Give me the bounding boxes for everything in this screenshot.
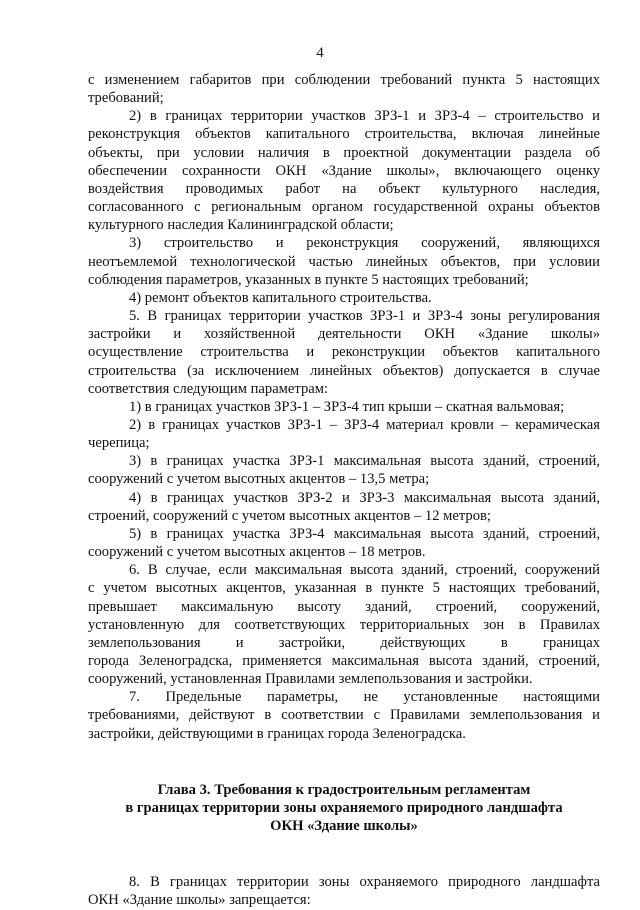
spacer bbox=[88, 762, 600, 781]
text-line: соблюдения параметров, указанных в пункте 5 настоящих требований; bbox=[88, 271, 529, 288]
text-line: 3) в границах участка ЗРЗ-1 максимальная высота зданий, строений, bbox=[129, 453, 600, 470]
text-line: 3) строительство и реконструкция сооружений, являющихся bbox=[129, 235, 600, 252]
text-line: осуществление строительства и реконструкции объектов капитального bbox=[88, 344, 600, 361]
spacer bbox=[88, 835, 600, 854]
text-line: строительства (за исключением линейных объектов) допускается в случае bbox=[88, 362, 600, 379]
paragraph-param-5 bbox=[88, 525, 600, 561]
spacer bbox=[88, 743, 600, 762]
text-line: культурного наследия Калининградской области; bbox=[88, 217, 394, 234]
heading-line: ОКН «Здание школы» bbox=[270, 818, 418, 835]
text-line: 1) в границах участков ЗРЗ-1 – ЗРЗ-4 тип крыши – скатная вальмовая; bbox=[129, 398, 565, 415]
text-line: сооружений, установленная Правилами землепользования и застройки. bbox=[88, 671, 533, 688]
paragraph-param-1 bbox=[88, 398, 600, 416]
text-line: 5) в границах участка ЗРЗ-4 максимальная высота зданий, строений, bbox=[129, 525, 600, 542]
text-line: застройки и хозяйственной деятельности ОКН «Здание школы» bbox=[88, 326, 600, 343]
text-line: 2) в границах участков ЗРЗ-1 – ЗРЗ-4 материал кровли – керамическая bbox=[129, 416, 600, 433]
paragraph-continuation bbox=[88, 71, 600, 107]
heading-line: Глава 3. Требования к градостроительным регламентам bbox=[157, 781, 531, 798]
text-line: превышает максимальную высоту зданий, строений, сооружений, bbox=[88, 598, 600, 615]
text-line: черепица; bbox=[88, 435, 150, 452]
text-line: сооружений с учетом высотных акцентов – 18 метров. bbox=[88, 544, 426, 561]
text-line: сооружений с учетом высотных акцентов – 13,5 метра; bbox=[88, 471, 430, 488]
paragraph-param-2 bbox=[88, 416, 600, 452]
text-line: 4) ремонт объектов капитального строительства. bbox=[129, 289, 432, 306]
text-line: с изменением габаритов при соблюдении требований пункта 5 настоящих bbox=[88, 72, 600, 88]
document-body bbox=[88, 71, 600, 910]
text-line: реконструкция объектов капитального строительства, включая линейные bbox=[88, 126, 600, 143]
heading-line: в границах территории зоны охраняемого природного ландшафта bbox=[125, 799, 563, 816]
paragraph-section-7 bbox=[88, 688, 600, 742]
text-line: с учетом высотных акцентов, указанная в пункте 5 настоящих требований, bbox=[88, 580, 600, 597]
text-line: 7. Предельные параметры, не установленные настоящими bbox=[129, 689, 600, 706]
chapter-heading bbox=[88, 781, 600, 835]
spacer bbox=[88, 854, 600, 873]
text-line: 5. В границах территории участков ЗРЗ-1 и ЗРЗ-4 зоны регулирования bbox=[129, 308, 600, 325]
paragraph-section-5 bbox=[88, 307, 600, 398]
paragraph-section-6 bbox=[88, 561, 600, 688]
paragraph-section-8 bbox=[88, 873, 600, 909]
text-line: установленную для соответствующих территориальных зон в Правилах bbox=[88, 616, 600, 633]
paragraph-item-3 bbox=[88, 234, 600, 288]
paragraph-item-2 bbox=[88, 107, 600, 234]
text-line: 2) в границах территории участков ЗРЗ-1 и ЗРЗ-4 – строительство и bbox=[129, 108, 600, 125]
text-line: 6. В случае, если максимальная высота зданий, строений, сооружений bbox=[129, 562, 600, 579]
text-line: требований; bbox=[88, 90, 164, 107]
page-number: 4 bbox=[316, 45, 324, 61]
text-line: соответствия следующим параметрам: bbox=[88, 380, 329, 397]
text-line: требованиями, действуют в соответствии с Правилами землепользования и bbox=[88, 707, 600, 724]
text-line: согласованного с региональным органом государственной охраны объектов bbox=[88, 199, 600, 216]
text-line: 8. В границах территории зоны охраняемого природного ландшафта bbox=[129, 874, 600, 891]
text-line: строений, сооружений с учетом высотных акцентов – 12 метров; bbox=[88, 507, 491, 524]
text-line: воздействия проводимых работ на объект культурного наследия, bbox=[88, 180, 600, 197]
paragraph-item-4 bbox=[88, 289, 600, 307]
text-line: обеспечении сохранности ОКН «Здание школы», включающего оценку bbox=[88, 162, 600, 179]
text-line: города Зеленоградска, применяется максимальная высота зданий, строений, bbox=[88, 653, 600, 669]
text-line: застройки, действующими в границах города Зеленоградска. bbox=[88, 725, 466, 742]
text-line: землепользования и застройки, действующих в границах bbox=[88, 634, 600, 651]
text-line: объекты, при условии наличия в проектной документации раздела об bbox=[88, 144, 600, 161]
text-line: 4) в границах участков ЗРЗ-2 и ЗРЗ-3 максимальная высота зданий, bbox=[129, 489, 600, 506]
text-line: ОКН «Здание школы» запрещается: bbox=[88, 892, 311, 909]
paragraph-param-3 bbox=[88, 452, 600, 488]
text-line: неотъемлемой технологической частью линейных объектов, при условии bbox=[88, 253, 600, 270]
paragraph-param-4 bbox=[88, 489, 600, 525]
